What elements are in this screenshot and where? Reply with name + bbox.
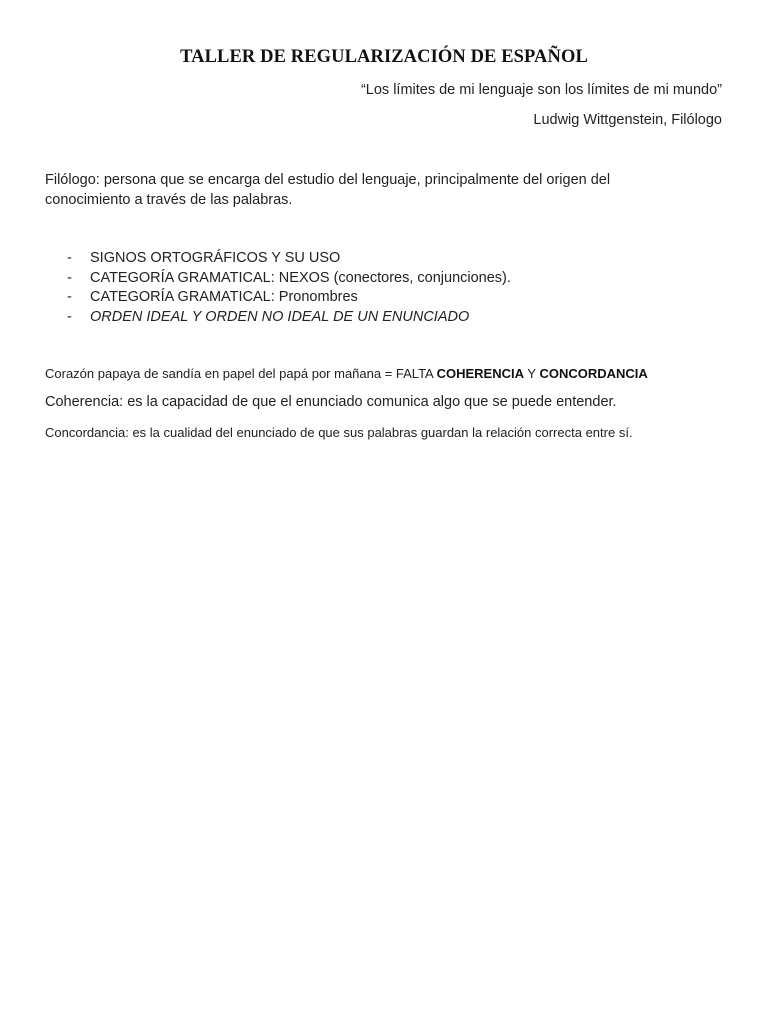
coherence-definition: Coherencia: es la capacidad de que el enunciado comunica algo que se puede entender.: [45, 394, 617, 410]
list-bullet: -: [67, 308, 72, 325]
list-item-text: SIGNOS ORTOGRÁFICOS Y SU USO: [90, 250, 341, 266]
list-item-text: CATEGORÍA GRAMATICAL: Pronombres: [90, 289, 358, 305]
list-item: [45, 249, 511, 269]
philologist-definition: Filólogo: persona que se encarga del estudio del lenguaje, principalmente del origen del conocimiento a través de las palabras.: [45, 172, 611, 208]
list-bullet: -: [67, 289, 72, 305]
epigraph-quote: “Los límites de mi lenguaje son los límites de mi mundo”: [360, 82, 722, 98]
coherence-term: COHERENCIA: [436, 366, 525, 381]
concordance-definition: Concordancia: es la cualidad del enunciado de que sus palabras guardan la relación correcta entre sí.: [45, 425, 633, 440]
concordance-term: CONCORDANCIA: [539, 366, 648, 381]
document-title: TALLER DE REGULARIZACIÓN DE ESPAÑOL: [180, 47, 588, 67]
epigraph-author: Ludwig Wittgenstein, Filólogo: [533, 112, 722, 128]
example-sentence-text: Corazón papaya de sandía en papel del papá por mañana = FALTA: [45, 366, 437, 381]
list-bullet: -: [67, 250, 72, 266]
list-item: [45, 269, 511, 289]
list-item: [45, 288, 511, 308]
list-item-text: ORDEN IDEAL Y ORDEN NO IDEAL DE UN ENUNCIADO: [90, 308, 470, 325]
topic-list: [45, 249, 511, 327]
list-bullet: -: [67, 269, 72, 286]
example-sentence: [45, 366, 648, 381]
list-item: [45, 308, 511, 328]
example-connector: Y: [524, 366, 540, 381]
list-item-text: CATEGORÍA GRAMATICAL: NEXOS (conectores, conjunciones).: [90, 269, 511, 286]
